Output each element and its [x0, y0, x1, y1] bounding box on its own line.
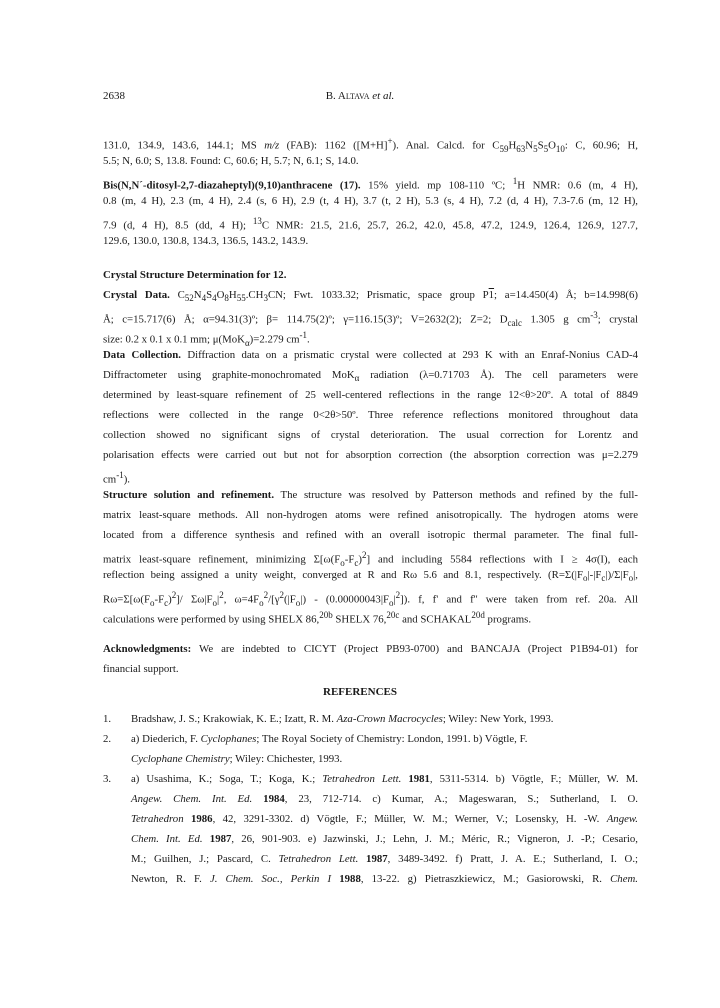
- structure-solution-line-2: matrix least-square methods. All non-hydrogen atoms were refined anisotropically. The hydrogen atoms were: [103, 509, 638, 521]
- reference-2-line-1: a) Diederich, F. Cyclophanes; The Royal Society of Chemistry: London, 1991. b) Vögtle, F.: [131, 733, 528, 745]
- reference-number: 3.: [103, 773, 112, 785]
- structure-solution-line-1: Structure solution and refinement. The structure was resolved by Patterson methods and refined by the full-: [103, 489, 638, 501]
- crystal-data-line-3: size: 0.2 x 0.1 x 0.1 mm; μ(MoK$_\alpha$)=2.279 $cm^{-1}$.: [103, 330, 310, 348]
- crystal-data-line-1: Crystal Data. $C_{52}N_4S_4O_8H_{55}.CH_3CN$; Fwt. 1033.32; Prismatic, space group P1; a=14.450(4) Å; b=14.998(6): [103, 289, 639, 304]
- reference-2-line-2: Cyclophane Chemistry; Wiley: Chichester, 1993.: [131, 753, 343, 765]
- compound-17-line-4: 129.6, 130.0, 130.8, 134.3, 136.5, 143.2, 143.9.: [103, 235, 309, 247]
- acknowledgments-line-2: financial support.: [103, 663, 179, 675]
- data-collection-line-2: Diffractometer using graphite-monochromated MoK$_\alpha$ radiation (λ=0.71703 Å). The cell parameters were: [103, 369, 638, 384]
- reference-3-line-4: Chem. Int. Ed. 1987, 26, 901-903. e) Jazwinski, J.; Lehn, J. M.; Méric, R.; Vigneron, J. -P.; Cesario,: [131, 833, 638, 845]
- structure-solution-line-7: calculations were performed by using SHELX 86,$^{20b}$ SHELX 76,$^{20c}$ and $SCHAKAL^{20d}$ programs.: [103, 610, 532, 626]
- data-collection-line-6: polarisation effects were carried out but not for absorption correction (the absorption correction was μ=2.279: [103, 449, 638, 461]
- reference-number: 1.: [103, 713, 112, 725]
- data-collection-line-5: collection showed no significant signs of crystal deterioration. The usual correction for Lorentz and: [103, 429, 638, 441]
- crystal-data-line-2: Å; c=15.717(6) Å; α=94.31(3)º; β= 114.75(2)º; γ=116.15(3)º; V=2632(2); Z=2; $D_{calc}$ 1.305 g $cm^{-3}$; crystal: [103, 310, 639, 328]
- compound-17-line-3: 7.9 (d, 4 H), 8.5 (dd, 4 H); $^{13}$C NMR: 21.5, 21.6, 25.7, 26.2, 42.0, 45.8, 47.2, 124.9, 126.4, 126.9, 127.7,: [103, 216, 638, 232]
- data-collection-line-1: Data Collection. Diffraction data on a prismatic crystal were collected at 293 K with an Enraf-Nonius CAD-4: [103, 349, 639, 361]
- data-collection-line-7: $cm^{-1}$).: [103, 470, 130, 486]
- reference-3-line-6: Newton, R. F. J. Chem. Soc., Perkin I 1988, 13-22. g) Pietraszkiewicz, M.; Gasiorowski, R. Chem.: [131, 873, 638, 885]
- compound-17-line-2: 0.8 (m, 4 H), 2.3 (m, 4 H), 2.4 (s, 6 H), 2.9 (t, 4 H), 3.7 (t, 2 H), 5.3 (s, 4 H), 7.2 (d, 4 H), 7.3-7.6 (m, 12 H),: [103, 195, 638, 207]
- crystal-heading: Crystal Structure Determination for 12.: [103, 269, 287, 281]
- reference-3-line-1: a) Usashima, K.; Soga, T.; Koga, K.; Tetrahedron Lett. 1981, 5311-5314. b) Vögtle, F.; Müller, W. M.: [131, 773, 638, 785]
- reference-3-line-3: Tetrahedron 1986, 42, 3291-3302. d) Vögtle, F.; Müller, W. M.; Werner, V.; Losensky, H. -W. Angew.: [131, 813, 638, 825]
- structure-solution-line-5: reflection being assigned a unity weight, converged at R and Rω 5.6 and 8.1, respectively. ($R=\Sigma(|F_o|-|F_c|)/\Sigma|F_o|$,: [103, 569, 638, 584]
- data-collection-line-3: determined by least-square refinement of 25 well-centered reflections in the range 12<θ>20º. A total of 8849: [103, 389, 638, 401]
- running-header-authors: B. Altava et al.: [325, 90, 395, 102]
- reference-3-line-2: Angew. Chem. Int. Ed. 1984, 23, 712-714. c) Kumar, A.; Mageswaran, S.; Sutherland, I. O.: [131, 793, 639, 805]
- compound-17-line-1: Bis(N,N´-ditosyl-2,7-diazaheptyl)(9,10)anthracene (17). 15% yield. mp 108-110 ºC; $^1$H NMR: 0.6 (m, 4 H),: [103, 176, 638, 192]
- structure-solution-line-3: located from a difference synthesis and refined with an overall isotropic thermal parameter. The final full-: [103, 529, 638, 541]
- structure-solution-line-6: $R\omega=\Sigma[\omega(F_o-F_c)^2]/$ $\Sigma\omega|F_o|^2$, $\omega=4F_o^2/[\gamma^2(|F_o|) - (0.00000043|F_o|^2])$. f, f' and f'' were taken from ref. 20a. All: [103, 590, 638, 608]
- structure-solution-line-4: matrix least-square refinement, minimizing $\Sigma[\omega(F_o-F_c)^2]$ and including 5584 reflections with I ≥ 4σ(I), each: [103, 550, 638, 568]
- reference-number: 2.: [103, 733, 112, 745]
- acknowledgments-line-1: Acknowledgments: We are indebted to CICYT (Project PB93-0700) and BANCAJA (Project P1B94-01) for: [103, 643, 638, 655]
- data-collection-line-4: reflections were collected in the range 0<2θ>50º. Three reference reflections monitored throughout data: [103, 409, 638, 421]
- reference-1: Bradshaw, J. S.; Krakowiak, K. E.; Izatt, R. M. Aza-Crown Macrocycles; Wiley: New York, 1993.: [131, 713, 554, 725]
- reference-3-line-5: M.; Guilhen, J.; Pascard, C. Tetrahedron Lett. 1987, 3489-3492. f) Pratt, J. A. E.; Sutherland, I. O.;: [131, 853, 639, 865]
- references-heading: REFERENCES: [323, 686, 397, 698]
- page-number: 2638: [103, 90, 125, 102]
- ms-analysis-line-2: 5.5; N, 6.0; S, 13.8. Found: C, 60.6; H, 5.7; N, 6.1; S, 14.0.: [103, 155, 359, 167]
- ms-analysis-line-1: 131.0, 134.9, 143.6, 144.1; MS m/z (FAB): 1162 ([M+H]+). Anal. Calcd. for $C_{59}H_{63}N_5S_5O_{10}$: C, 60.96; H,: [103, 136, 638, 154]
